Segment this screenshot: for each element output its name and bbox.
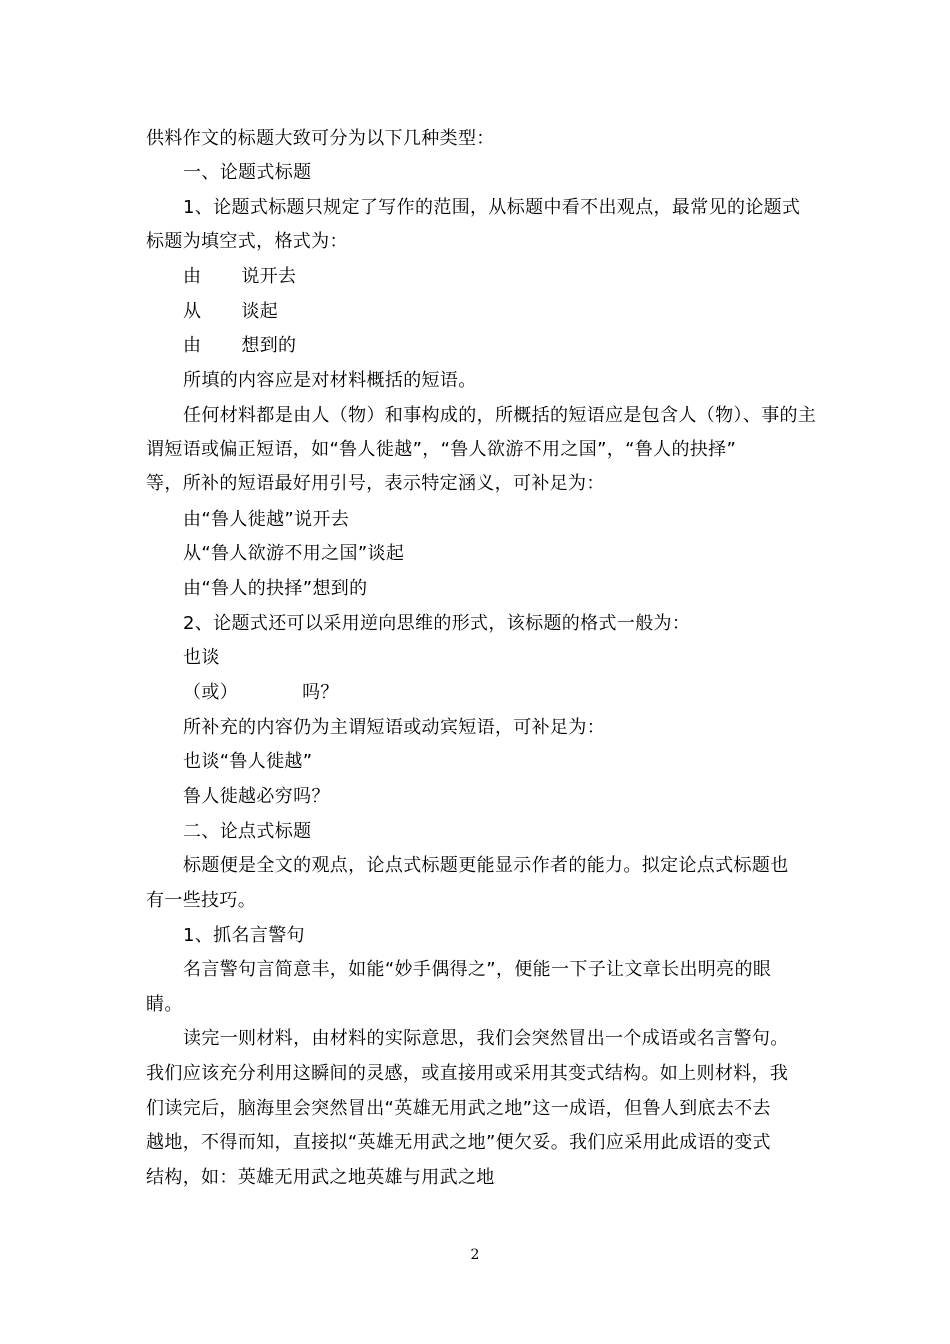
text-line: 所补充的内容仍为主谓短语或动宾短语，可补足为： [183, 717, 606, 738]
text-line: 由“鲁人的抉择”想到的 [183, 578, 368, 599]
section-heading: 一、论题式标题 [183, 162, 312, 183]
text-line: 也谈“鲁人徙越” [183, 751, 313, 772]
text-line: 2、论题式还可以采用逆向思维的形式，该标题的格式一般为： [183, 613, 691, 634]
text-line: 也谈 [183, 647, 220, 668]
text-line: 睛。 [146, 994, 183, 1015]
text-line: 从“鲁人欲游不用之国”谈起 [183, 543, 405, 564]
text-line: 越地，不得而知，直接拟“英雄无用武之地”便欠妥。我们应采用此成语的变式 [146, 1132, 771, 1153]
template-line: （或） 吗？ [183, 682, 339, 703]
text-line: 供料作文的标题大致可分为以下几种类型： [146, 128, 495, 149]
template-line: 从 谈起 [183, 301, 279, 322]
text-line: 名言警句言简意丰，如能“妙手偶得之”，便能一下子让文章长出明亮的眼 [183, 959, 772, 980]
template-line: 由 说开去 [183, 266, 297, 287]
text-line: 谓短语或偏正短语，如“鲁人徙越”，“鲁人欲游不用之国”，“鲁人的抉择” [146, 439, 737, 460]
text-line: 标题便是全文的观点，论点式标题更能显示作者的能力。拟定论点式标题也 [183, 855, 789, 876]
text-line: 结构，如：英雄无用武之地英雄与用武之地 [146, 1167, 495, 1188]
text-line: 读完一则材料，由材料的实际意思，我们会突然冒出一个成语或名言警句。 [183, 1028, 789, 1049]
text-line: 我们应该充分利用这瞬间的灵感，或直接用或采用其变式结构。如上则材料，我 [146, 1063, 789, 1084]
subsection-heading: 1、抓名言警句 [183, 925, 305, 946]
text-line: 有一些技巧。 [146, 890, 257, 911]
section-heading: 二、论点式标题 [183, 821, 312, 842]
text-line: 所填的内容应是对材料概括的短语。 [183, 370, 477, 391]
page-number: 2 [470, 1247, 480, 1263]
text-line: 等，所补的短语最好用引号，表示特定涵义，可补足为： [146, 473, 605, 494]
text-line: 鲁人徙越必穷吗？ [183, 786, 330, 807]
text-line: 1、论题式标题只规定了写作的范围，从标题中看不出观点，最常见的论题式 [183, 197, 801, 218]
template-line: 由 想到的 [183, 335, 297, 356]
text-line: 任何材料都是由人（物）和事构成的，所概括的短语应是包含人（物）、事的主 [183, 405, 817, 426]
text-line: 们读完后，脑海里会突然冒出“英雄无用武之地”这一成语，但鲁人到底去不去 [146, 1098, 771, 1119]
text-line: 标题为填空式，格式为： [146, 231, 348, 252]
text-line: 由“鲁人徙越”说开去 [183, 509, 350, 530]
